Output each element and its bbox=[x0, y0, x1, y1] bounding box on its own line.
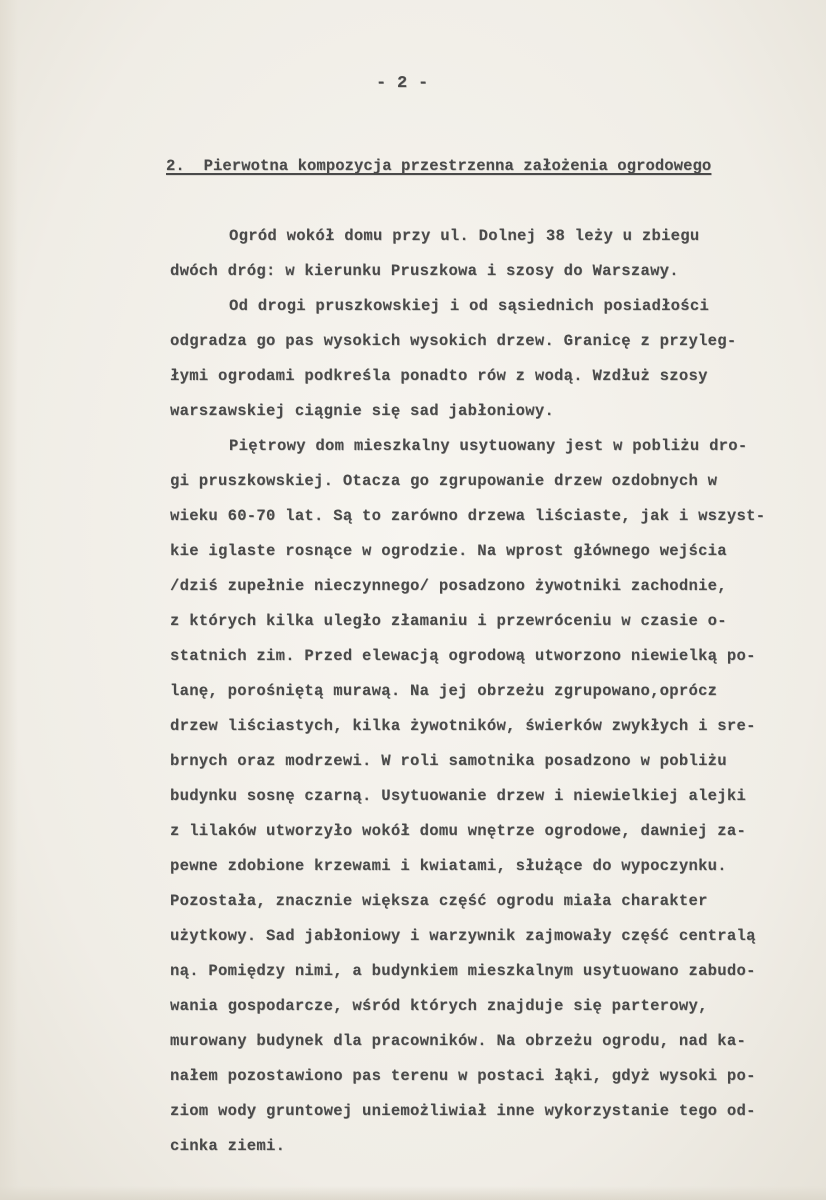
body-line: z lilaków utworzyło wokół domu wnętrze ogrodowe, dawniej za- bbox=[170, 822, 747, 840]
page-bottom-shadow bbox=[0, 1186, 826, 1200]
body-line: ną. Pomiędzy nimi, a budynkiem mieszkalnym usytuowano zabudo- bbox=[170, 962, 756, 980]
body-line: łymi ogrodami podkreśla ponadto rów z wodą. Wzdłuż szosy bbox=[170, 367, 708, 385]
page-edge-shadow bbox=[0, 0, 18, 1200]
body-line: lanę, porośniętą murawą. Na jej obrzeżu zgrupowano,oprócz bbox=[170, 682, 718, 700]
body-line: z których kilka uległo złamaniu i przewróceniu w czasie o- bbox=[170, 612, 727, 630]
body-line: nałem pozostawiono pas terenu w postaci łąki, gdyż wysoki po- bbox=[170, 1067, 756, 1085]
body-line: Ogród wokół domu przy ul. Dolnej 38 leży u zbiegu bbox=[229, 227, 700, 245]
body-line: /dziś zupełnie nieczynnego/ posadzono żywotniki zachodnie, bbox=[170, 577, 727, 595]
body-line: wania gospodarcze, wśród których znajduje się parterowy, bbox=[170, 997, 708, 1015]
body-line: odgradza go pas wysokich wysokich drzew. Granicę z przyleg- bbox=[170, 332, 737, 350]
body-line: dwóch dróg: w kierunku Pruszkowa i szosy do Warszawy. bbox=[170, 262, 679, 280]
body-line: statnich zim. Przed elewacją ogrodową utworzono niewielką po- bbox=[170, 647, 756, 665]
body-line: budynku sosnę czarną. Usytuowanie drzew i niewielkiej alejki bbox=[170, 787, 747, 805]
body-line: użytkowy. Sad jabłoniowy i warzywnik zajmowały część centralą bbox=[170, 927, 756, 945]
body-line: murowany budynek dla pracowników. Na obrzeżu ogrodu, nad ka- bbox=[170, 1032, 747, 1050]
body-line: kie iglaste rosnące w ogrodzie. Na wprost głównego wejścia bbox=[170, 542, 727, 560]
body-line: pewne zdobione krzewami i kwiatami, służące do wypoczynku. bbox=[170, 857, 727, 875]
body-line: cinka ziemi. bbox=[170, 1137, 286, 1155]
body-line: Piętrowy dom mieszkalny usytuowany jest w pobliżu dro- bbox=[229, 437, 748, 455]
body-line: gi pruszkowskiej. Otacza go zgrupowanie drzew ozdobnych w bbox=[170, 472, 718, 490]
body-line: warszawskiej ciągnie się sad jabłoniowy. bbox=[170, 402, 555, 420]
page-number: - 2 - bbox=[376, 74, 429, 93]
body-line: Pozostała, znacznie większa część ogrodu miała charakter bbox=[170, 892, 708, 910]
body-line: brnych oraz modrzewi. W roli samotnika posadzono w pobliżu bbox=[170, 752, 727, 770]
body-line: ziom wody gruntowej uniemożliwiał inne wykorzystanie tego od- bbox=[170, 1102, 756, 1120]
body-line: drzew liściastych, kilka żywotników, świerków zwykłych i sre- bbox=[170, 717, 756, 735]
body-line: wieku 60-70 lat. Są to zarówno drzewa liściaste, jak i wszyst- bbox=[170, 507, 766, 525]
body-line: Od drogi pruszkowskiej i od sąsiednich posiadłości bbox=[229, 297, 710, 315]
section-heading: 2. Pierwotna kompozycja przestrzenna założenia ogrodowego bbox=[166, 157, 712, 175]
